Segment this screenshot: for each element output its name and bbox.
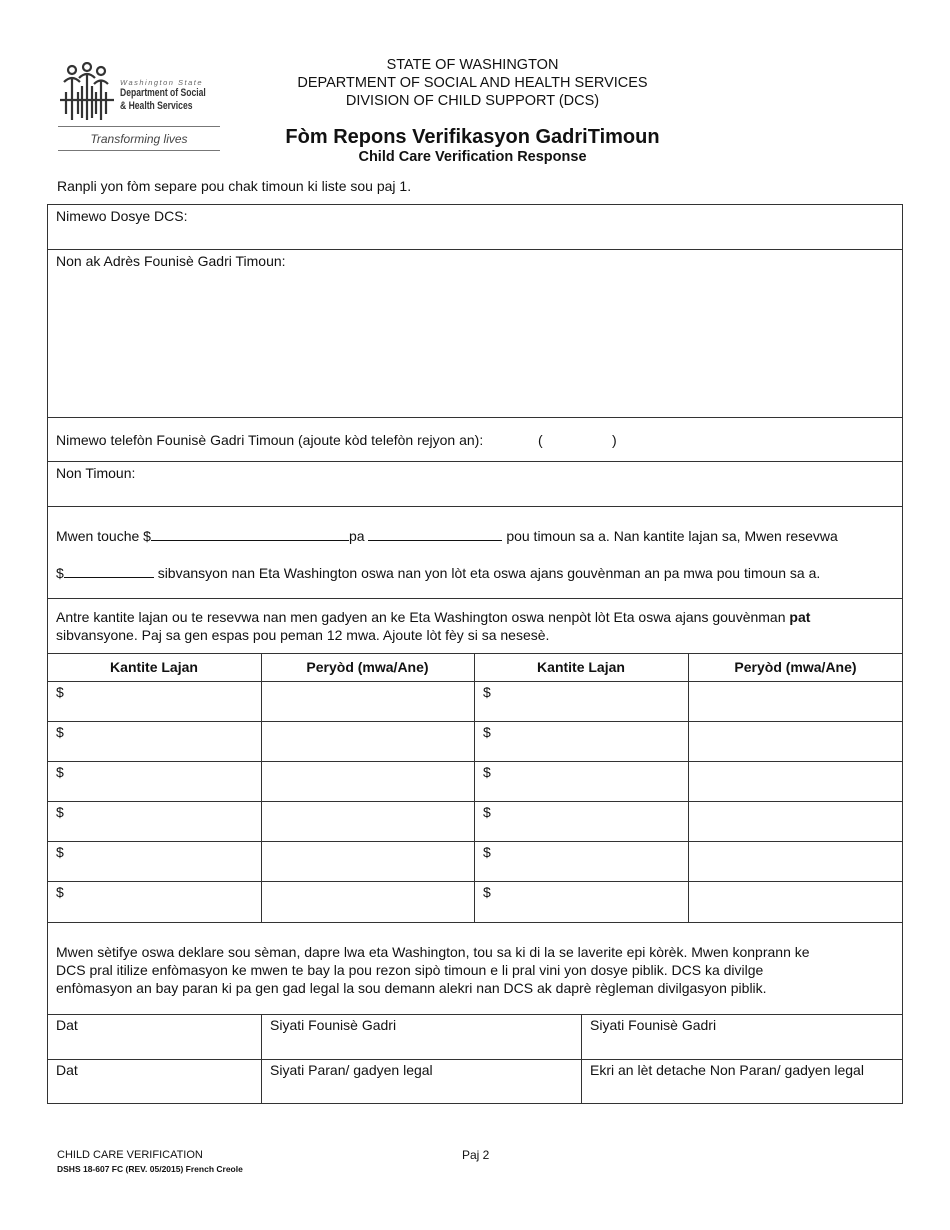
period-cell-left[interactable] [263,682,463,720]
logo-state: Washington State [120,78,204,87]
page-number: Paj 2 [462,1148,490,1162]
period-cell-right[interactable] [690,802,890,840]
parent-printed-name-label: Ekri an lèt detache Non Paran/ gadyen legal [590,1062,864,1078]
certification-line-3: enfòmasyon an bay paran ki pa gen gad legal la sou demann alekri nan DCS ak daprè règleman divilgasyon piblik. [56,980,767,996]
subsidy-amount-blank[interactable] [64,564,154,578]
amount-cell-left[interactable]: $ [56,804,64,820]
period-cell-right[interactable] [690,842,890,880]
header-department: DEPARTMENT OF SOCIAL AND HEALTH SERVICES [297,75,648,91]
divider [47,922,903,923]
case-number-label: Nimewo Dosye DCS: [56,208,188,224]
form-title: Fòm Repons Verifikasyon GadriTimoun [285,126,660,148]
subsidy-dollar-sign: $ [56,565,64,581]
form-subtitle: Child Care Verification Response [358,149,587,165]
other-amounts-bold: pat [789,609,811,625]
certification-line-2: DCS pral itilize enfòmasyon ke mwen te bay la pou rezon sipò timoun e li pral vini yon dosye piblik. DCS ka divilge [56,962,764,978]
logo-agency-line2: & Health Services [120,100,193,113]
divider [47,1014,903,1015]
period-cell-left[interactable] [263,842,463,880]
phone-area-open: ( [538,432,543,448]
footer-title: CHILD CARE VERIFICATION [57,1149,203,1161]
certification-line-1: Mwen sètifye oswa deklare sou sèman, dapre lwa eta Washington, tou sa ki di la se laverite epi kòrèk. Mwen konprann ke [56,944,810,960]
family-figures-icon [58,62,116,122]
other-amounts-text: Antre kantite lajan ou te resevwa nan men gadyen an ke Eta Washington oswa nenpòt lòt Eta oswa ajans gouvènman [56,609,786,625]
table-header-amount-2: Kantite Lajan [537,659,625,675]
amount-cell-left[interactable]: $ [56,764,64,780]
period-cell-left[interactable] [263,802,463,840]
amount-cell-right[interactable]: $ [483,724,491,740]
payment-received-label: pou timoun sa a. Nan kantite lajan sa, Mwen resevwa [506,528,838,544]
logo-rule-top [58,126,220,127]
divider [47,653,903,654]
amount-cell-right[interactable]: $ [483,764,491,780]
dshs-logo [58,62,220,152]
header-state: STATE OF WASHINGTON [386,57,559,73]
period-cell-right[interactable] [690,762,890,800]
payment-earned-label: Mwen touche $ [56,528,151,544]
amount-cell-left[interactable]: $ [56,884,64,900]
earned-amount-blank[interactable] [151,527,349,541]
parent-date-label: Dat [56,1062,78,1078]
header-division: DIVISION OF CHILD SUPPORT (DCS) [345,93,600,109]
divider [47,249,903,250]
period-cell-left[interactable] [263,882,463,920]
provider-signature-label-2: Siyati Founisè Gadri [590,1017,717,1033]
provider-name-address-label: Non ak Adrès Founisè Gadri Timoun: [56,253,286,269]
period-cell-right[interactable] [690,722,890,760]
provider-signature-label: Siyati Founisè Gadri [270,1017,397,1033]
payment-line-2 [56,564,820,581]
divider [47,1059,903,1060]
amount-cell-right[interactable]: $ [483,884,491,900]
form-header [230,56,715,166]
amount-cell-right[interactable]: $ [483,804,491,820]
phone-area-close: ) [612,432,617,448]
provider-phone-label: Nimewo telefòn Founisè Gadri Timoun (ajoute kòd telefòn rejyon an): [56,432,484,448]
other-amounts-line-1 [56,609,810,625]
logo-rule-bottom [58,150,220,151]
period-cell-right[interactable] [690,882,890,920]
child-name-label: Non Timoun: [56,465,136,481]
logo-agency-line1: Department of Social [120,87,206,99]
period-cell-right[interactable] [690,682,890,720]
table-header-amount-1: Kantite Lajan [110,659,198,675]
logo-tagline: Transforming lives [90,132,188,146]
footer-form-number: DSHS 18-607 FC (REV. 05/2015) French Creole [57,1164,243,1174]
period-cell-left[interactable] [263,762,463,800]
other-amounts-line-2: sibvansyone. Paj sa gen espas pou peman 12 mwa. Ajoute lòt fèy si sa nesesè. [56,627,550,643]
footer-left [57,1148,243,1176]
subsidy-text: sibvansyon nan Eta Washington oswa nan yon lòt eta oswa ajans gouvènman an pa mwa pou timoun sa a. [157,565,821,581]
amount-cell-left[interactable]: $ [56,724,64,740]
amount-cell-left[interactable]: $ [56,684,64,700]
divider [47,417,903,418]
amount-cell-left[interactable]: $ [56,844,64,860]
amount-cell-right[interactable]: $ [483,844,491,860]
earned-period-blank[interactable] [368,527,502,541]
payment-per-label: pa [348,528,365,544]
divider [47,461,903,462]
divider [47,506,903,507]
amount-cell-right[interactable]: $ [483,684,491,700]
parent-signature-label: Siyati Paran/ gadyen legal [270,1062,433,1078]
provider-date-label: Dat [56,1017,78,1033]
divider [47,598,903,599]
instruction-text: Ranpli yon fòm separe pou chak timoun ki liste sou paj 1. [57,178,412,194]
agency-name [120,78,230,113]
payment-line-1 [56,527,838,544]
period-cell-left[interactable] [263,722,463,760]
table-header-period-2: Peryòd (mwa/Ane) [734,659,857,675]
table-header-period-1: Peryòd (mwa/Ane) [306,659,429,675]
